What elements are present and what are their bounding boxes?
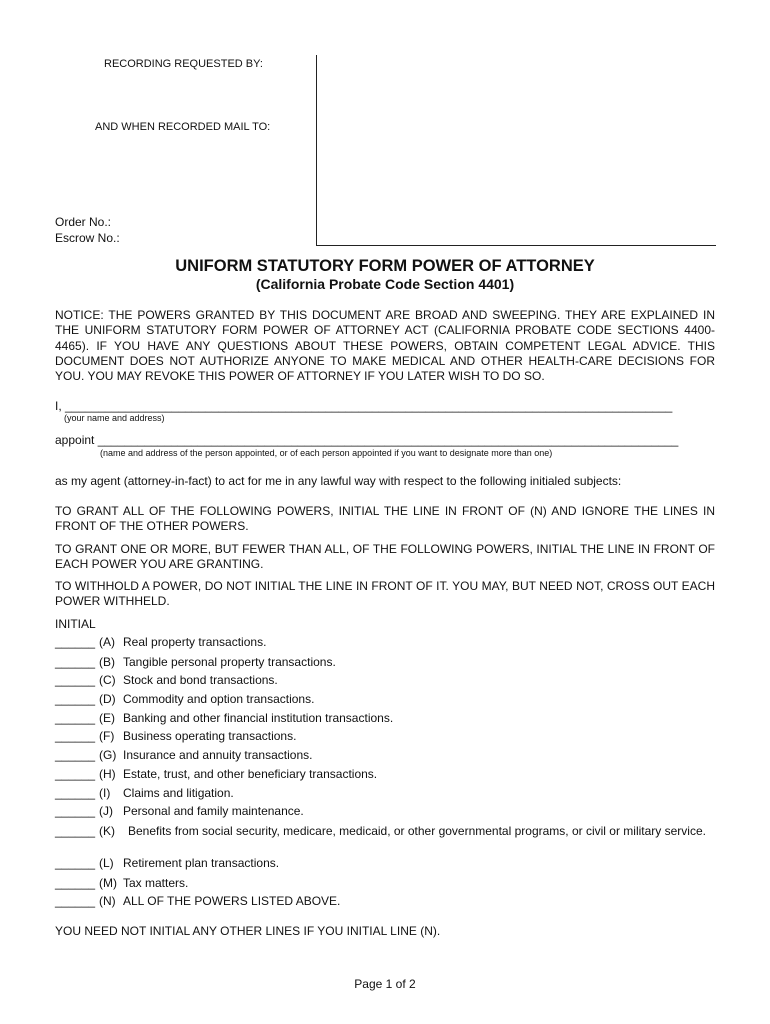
initial-blank[interactable]: ______ <box>55 767 96 781</box>
power-code: (F) <box>99 729 115 743</box>
escrow-no-label: Escrow No.: <box>55 231 120 245</box>
power-text: Tangible personal property transactions. <box>123 655 336 669</box>
document-title: UNIFORM STATUTORY FORM POWER OF ATTORNEY <box>175 257 595 275</box>
agent-hint: (name and address of the person appointed, or of each person appointed if you want to designate more than one) <box>100 448 553 458</box>
initial-blank[interactable]: ______ <box>55 824 96 838</box>
power-text: Banking and other financial institution transactions. <box>123 711 394 725</box>
initial-blank[interactable]: ______ <box>55 673 96 687</box>
power-item-i <box>55 786 715 801</box>
instruction-grant-all: TO GRANT ALL OF THE FOLLOWING POWERS, INITIAL THE LINE IN FRONT OF (N) AND IGNORE THE LINES IN FRONT OF THE OTHER POWERS. <box>55 504 715 534</box>
power-text: Estate, trust, and other beneficiary transactions. <box>123 767 378 781</box>
initial-blank[interactable]: ______ <box>55 729 96 743</box>
document-subtitle: (California Probate Code Section 4401) <box>255 276 515 292</box>
agent-scope-text: as my agent (attorney-in-fact) to act for me in any lawful way with respect to the following initialed subjects: <box>55 474 622 488</box>
initial-blank[interactable]: ______ <box>55 748 96 762</box>
power-item-c <box>55 673 715 688</box>
power-code: (H) <box>99 767 116 781</box>
power-item-k <box>55 824 715 839</box>
power-code: (D) <box>99 692 116 706</box>
recording-requested-by-label: RECORDING REQUESTED BY: <box>104 58 263 70</box>
initial-blank[interactable]: ______ <box>55 655 96 669</box>
power-text: Benefits from social security, medicare, medicaid, or other governmental programs, or civil or military service. <box>128 824 706 838</box>
power-text: Personal and family maintenance. <box>123 804 304 818</box>
initial-blank[interactable]: ______ <box>55 804 96 818</box>
page-number: Page 1 of 2 <box>354 977 416 991</box>
power-code: (C) <box>99 673 116 687</box>
power-text: Tax matters. <box>123 876 189 890</box>
power-text: Stock and bond transactions. <box>123 673 278 687</box>
power-item-f <box>55 729 715 744</box>
header-horizontal-divider <box>316 245 716 246</box>
notice-paragraph: NOTICE: THE POWERS GRANTED BY THIS DOCUMENT ARE BROAD AND SWEEPING. THEY ARE EXPLAINED IN THE UNIFORM STATUTORY FORM POWER OF ATTORNEY ACT (CALIFORNIA PROBATE CODE SECTIONS 4400-4465). IF YOU HAVE ANY QUESTIONS ABOUT THESE POWERS, OBTAIN COMPETENT LEGAL ADVICE. THIS DOCUMENT DOES NOT AUTHORIZE ANYONE TO MAKE MEDICAL AND OTHER HEALTH-CARE DECISIONS FOR YOU. YOU MAY REVOKE THIS POWER OF ATTORNEY IF YOU LATER WISH TO DO SO. <box>55 308 715 384</box>
power-code: (A) <box>99 635 115 649</box>
order-no-label: Order No.: <box>55 215 112 229</box>
header-vertical-divider <box>316 55 317 246</box>
power-item-b <box>55 655 715 670</box>
power-code: (E) <box>99 711 115 725</box>
power-item-e <box>55 711 715 726</box>
initial-blank[interactable]: ______ <box>55 692 96 706</box>
initial-blank[interactable]: ______ <box>55 711 96 725</box>
power-text: ALL OF THE POWERS LISTED ABOVE. <box>123 894 341 908</box>
power-item-n <box>55 894 715 909</box>
power-item-g <box>55 748 715 763</box>
initial-blank[interactable]: ______ <box>55 635 96 649</box>
principal-hint: (your name and address) <box>64 413 165 423</box>
power-item-j <box>55 804 715 819</box>
power-item-l <box>55 856 715 871</box>
power-text: Business operating transactions. <box>123 729 297 743</box>
initial-heading: INITIAL <box>55 617 96 631</box>
power-item-h <box>55 767 715 782</box>
power-code: (J) <box>99 804 113 818</box>
power-code: (B) <box>99 655 115 669</box>
power-item-a <box>55 635 715 650</box>
initial-blank[interactable]: ______ <box>55 876 96 890</box>
power-code: (K) <box>99 824 115 838</box>
power-code: (I) <box>99 786 111 800</box>
initial-blank[interactable]: ______ <box>55 894 96 908</box>
initial-blank[interactable]: ______ <box>55 786 96 800</box>
power-code: (M) <box>99 876 117 890</box>
power-code: (G) <box>99 748 117 762</box>
power-text: Real property transactions. <box>123 635 267 649</box>
initial-blank[interactable]: ______ <box>55 856 96 870</box>
power-text: Commodity and option transactions. <box>123 692 315 706</box>
agent-name-line[interactable]: appoint _______________________________________________________________________________________ <box>55 433 679 447</box>
instruction-grant-some: TO GRANT ONE OR MORE, BUT FEWER THAN ALL, OF THE FOLLOWING POWERS, INITIAL THE LINE IN FRONT OF EACH POWER YOU ARE GRANTING. <box>55 542 715 572</box>
power-item-m <box>55 876 715 891</box>
power-code: (L) <box>99 856 114 870</box>
mail-to-label: AND WHEN RECORDED MAIL TO: <box>95 121 271 133</box>
power-text: Retirement plan transactions. <box>123 856 280 870</box>
power-text: Claims and litigation. <box>123 786 234 800</box>
power-text: Insurance and annuity transactions. <box>123 748 313 762</box>
power-item-d <box>55 692 715 707</box>
closing-note: YOU NEED NOT INITIAL ANY OTHER LINES IF YOU INITIAL LINE (N). <box>55 924 441 938</box>
principal-name-line[interactable]: I, ___________________________________________________________________________________________ <box>55 399 673 413</box>
instruction-withhold: TO WITHHOLD A POWER, DO NOT INITIAL THE LINE IN FRONT OF IT. YOU MAY, BUT NEED NOT, CROSS OUT EACH POWER WITHHELD. <box>55 579 715 609</box>
power-code: (N) <box>99 894 116 908</box>
